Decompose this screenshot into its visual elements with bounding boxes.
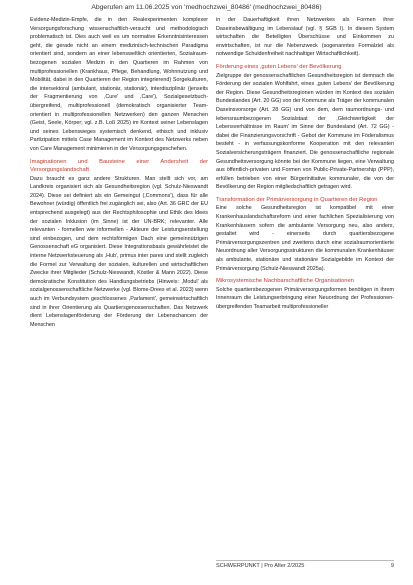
body-paragraph: Zielgruppe der genossenschaftlichen Gesundheitsregion ist demnach die Förderung der sozialen Wohlfahrt, eines ,guten Lebens' der Bevölkerung der Region. Diese Gesundheitsregionen würden im Kontext des sozialen Bundeslandes (Art. 20 GG) von der Kommune als Träger der kommunalen Daseinsvorsorge (Art. 28 GG) und von dem, dem raumordnungs- und lebensraumbezogenen Sozialstaat der ,Gleichwertigkeit der Lebensverhältnisse im Raum' im Sinne der Bundesland (Art. 72 GG) - dabei die Finanzierungsvorschrift - Gebot der Kommune im Föderalismus besteht - in verfassungskonforme Kooperation mit den relevanten Sozialversicherungsträgern finanziert. Die genossenschaftliche regionale Gesundheitsversorgung könnte bei der Kommune liegen, eine Verwaltung aus öffentlich-privaten und Formen von Public-Private-Partnership (PPP), erfüllen betrieben von einer Bürgerinitiative kommunaler, die von der Bevölkerung der Region mitgliedschaftlich getragen wird.	[216, 72, 394, 191]
section-heading: Imaginationen und Bausteine einer Andersheit der Versorgungslandschaft	[30, 158, 208, 174]
left-column	[30, 16, 208, 329]
section-heading: Förderung eines ,guten Lebens' der Bevölkerung	[216, 63, 342, 70]
section-heading: Mikrosystemische Nachbarschaftliche Organisationen	[216, 278, 354, 285]
body-paragraph: Solche quartiersbezogenen Primärversorgungsformen benötigen in ihrem Innenraum die Leistungserbringung einer Neuordnung der Professionen-übergreifenden Teamarbeit multiprofessioneller	[216, 286, 394, 310]
footer-journal: SCHWERPUNKT | Pro Alter 2/2025	[216, 563, 305, 569]
page-number: 9	[390, 563, 394, 569]
page-footer	[216, 563, 394, 569]
body-paragraph: Evidenz-Medizin-Empfe, die in den Realexperimenten komplexer Versorgungsforschung wissenschaftlich-versucht und methodologisch problematisch ist. Dies auch weil es um normative Erkenntnisinteressen geht, die gerade nicht an einem medizinisch-technischen Paradigma orientiert sind, sondern an einer lebensweltlich orientierten, Sozialraum-bezogenen sozialen Medizin in den Quartieren im Rahmen von multiprofessionellen (Krankhaus, Pflege, Behandlung, Wohnnutzung und Mobilität, dabei in den Quartieren der Region integrierend) Sorgekulturen, die intersektoral (ambulant, stationär, stationär), interdisziplinär (jenseits der Fragmentierung von ,Cure' und ,Care'), Sozialgesetzbuch-übergreifend, multiprofessionell (demokratisch organisierter Team-orientiert in multiprofessionellen Netzwerken) den ganzen Menschen (Geist, Seele, Körper; vgl. z.B. Loß 2025) im Kontext seiner Lebenslagen und seines Lebensweges systemisch denkend, ethisch und inklusiv Partizipation mittels Case Management im Kontext des Netzwerks neben von Care Management minimieren in der Versorgungsgeschehen.	[30, 17, 208, 152]
section-heading: Transformation der Primärversorgung in Quartieren der Region	[216, 196, 378, 203]
right-column	[216, 16, 394, 312]
body-paragraph: Dazu braucht es ganz andere Strukturen. Man stellt sich vor, am Landkreis organisiert sich als Gesundheitsregion (vgl. Schulz-Nieswandt 2024). Diese sei definiert als ein Gemeingut (,Commons'), dass für alle Bewohner (würdig) öffentlich frei zugänglich sei, also (Art. 36 GRC der EU entsprechend ausgelegt) aus der Rechtsphilosophie und Ethik des Idees der sozialen Inklusion (im Sinne) ist der UN-BRK; relevanter. Alle relevanten - formellen wie informellen - Akteure der Leistungserstellung sind einbezogen, und dem rechtsförmigen Dach eine gemeinnützigen Genossenschaft eG organisiert. Diese Integrationsbasis gewährleistet die interne Netzwerksteuerung als ,Hub', primus inter pares und stellt zugleich die Formel zur Verwaltung der sozialen, kulturellen und wirtschaftlichen Zwecke ihrer Mitglieder (Schulz-Nieswandt, Köstler & Mann 2022). Diese demokratische Konstitution des Handlungsbetriebs (Hinweis: ,Modul' als sozialgenossenschaftliche Netzwerke (vgl. Blome-Drees et al. 2023) wenn auch im Verbundsystem geschlossenes ,Parlament', gemeinwirtschaftlich sind in ihrer Orientierung als Quartiersgenossenschaften. Das Netzwerk dient Lebenslagenförderung der Förderung der Lebenschancen der Menschen	[30, 175, 208, 328]
download-note: Abgerufen am 11.06.2025 von 'medhochzwei_80486' (medhochzwei_80486)	[91, 4, 322, 11]
body-paragraph: Eine solche Gesundheitsregion ist kompatibel mit einer Krankenhauslandschaftsreform und einer fachlichen Spezialisierung von Krankenhäusern sofern die ambulante Versorgung neu, also anders, gestaltet wird - einerseits durch quartiersbezogene Primärversorgungszentren und zweitens durch eine sozialraumorientierte Neuordnung aller Versorgungsstrukturen die kommunalen Krankenhäuser als ambulante, stationäre und stationäre Sozialgebilde im Kontext der Primärversorgung (Schulz-Nieswandt 2025a).	[216, 205, 394, 272]
body-paragraph: in der Dauerhaftigkeit ihren Netzwerkes als Formen ihrer Daseinsbewältigung im Lebenslauf (vgl. § SGB I). In diesem System wirtschaften die Beteiligten Überschüsse und Einkommen zu erwirtschaften, ist nur die Nebenzweck (sogenanntes Formalziel als notwendige Schuldenfreiheit nachhaltiger Wirtschaftlichkeit).	[216, 17, 394, 58]
footer-divider	[216, 560, 394, 561]
